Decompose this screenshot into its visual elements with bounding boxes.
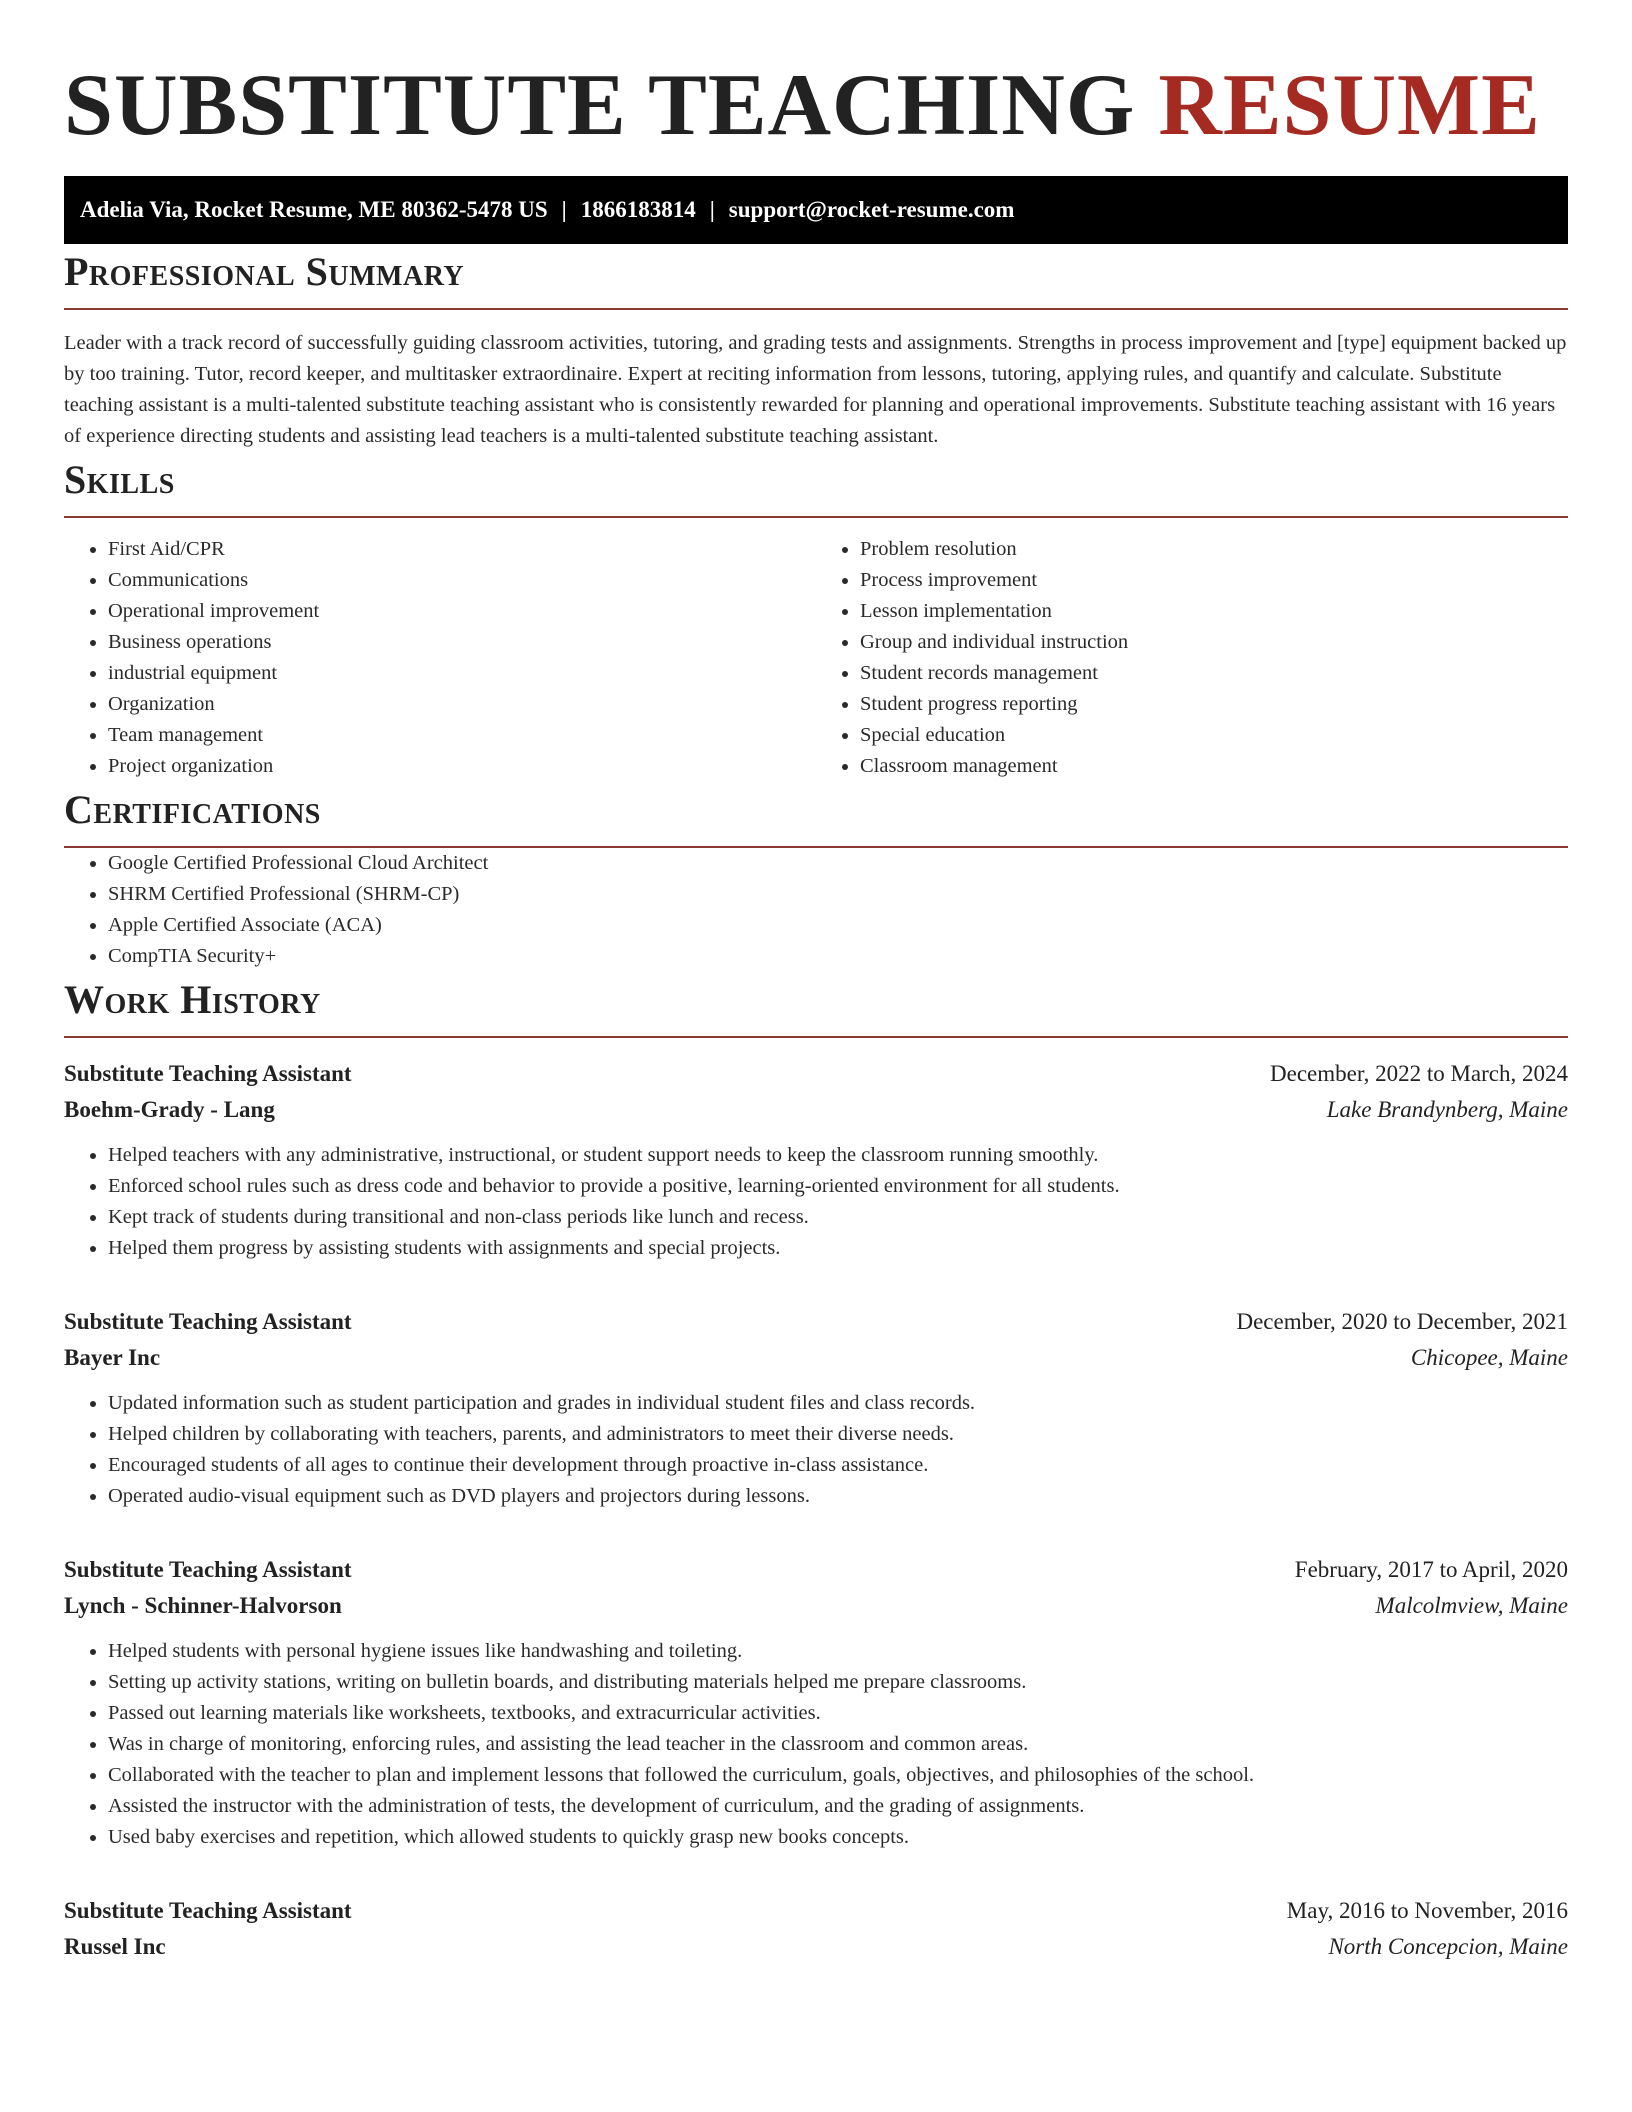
job-duties — [64, 1636, 1568, 1853]
job-duty: • Updated information such as student participation and grades in individual student files and class records. — [108, 1388, 1568, 1419]
job-duty: • Setting up activity stations, writing on bulletin boards, and distributing materials helped me prepare classrooms. — [108, 1667, 1568, 1698]
job-duty: • Helped students with personal hygiene issues like handwashing and toileting. — [108, 1636, 1568, 1667]
job-dates: May, 2016 to November, 2016 — [1286, 1898, 1568, 1923]
job-dates: February, 2017 to April, 2020 — [1294, 1557, 1568, 1582]
job-location: Malcolmview, Maine — [1375, 1593, 1568, 1618]
job-company: Russel Inc — [64, 1934, 166, 1959]
job-header-row — [64, 1552, 1568, 1588]
job-company-row — [64, 1340, 1568, 1376]
skill-item: • Special education — [860, 720, 1568, 751]
skill-item: • industrial equipment — [108, 658, 816, 689]
skills-list — [64, 534, 1568, 782]
job-entry — [64, 1056, 1568, 1264]
job-location: Lake Brandynberg, Maine — [1326, 1097, 1568, 1122]
skill-item: • Student records management — [860, 658, 1568, 689]
skill-item: • Project organization — [108, 751, 816, 782]
job-duty: • Helped them progress by assisting students with assignments and special projects. — [108, 1233, 1568, 1264]
job-duty: • Helped children by collaborating with teachers, parents, and administrators to meet their diverse needs. — [108, 1419, 1568, 1450]
job-duty: • Helped teachers with any administrative, instructional, or student support needs to keep the classroom running smoothly. — [108, 1140, 1568, 1171]
job-duty: • Encouraged students of all ages to continue their development through proactive in-class assistance. — [108, 1450, 1568, 1481]
job-entry — [64, 1552, 1568, 1853]
job-duty: • Passed out learning materials like worksheets, textbooks, and extracurricular activities. — [108, 1698, 1568, 1729]
title-accent: RESUME — [1158, 57, 1541, 154]
skill-item: • Business operations — [108, 627, 816, 658]
skill-item: • Student progress reporting — [860, 689, 1568, 720]
contact-email: support@rocket-resume.com — [728, 197, 1015, 222]
contact-separator: | — [561, 197, 567, 222]
job-title: Substitute Teaching Assistant — [64, 1061, 352, 1086]
job-duty: • Kept track of students during transitional and non-class periods like lunch and recess. — [108, 1202, 1568, 1233]
skill-item: • Classroom management — [860, 751, 1568, 782]
certification-item: • CompTIA Security+ — [108, 941, 1568, 972]
contact-address: Adelia Via, Rocket Resume, ME 80362-5478 US — [80, 197, 548, 222]
job-company-row — [64, 1092, 1568, 1128]
certification-item: • Google Certified Professional Cloud Architect — [108, 848, 1568, 879]
skill-item: • First Aid/CPR — [108, 534, 816, 565]
summary-text: Leader with a track record of successfully guiding classroom activities, tutoring, and grading tests and assignments. Strengths in process improvement and [type] equipment backed up by too training. Tutor, record keeper, and multitasker extraordinaire. Expert at reciting information from lessons, tutoring, applying rules, and quantify and calculate. Substitute teaching assistant is a multi-talented substitute teaching assistant who is consistently rewarded for planning and operational improvements. Substitute teaching assistant with 16 years of experience directing students and assisting lead teachers is a multi-talented substitute teaching assistant. — [64, 332, 1567, 447]
skill-item: • Team management — [108, 720, 816, 751]
job-duty: • Assisted the instructor with the administration of tests, the development of curriculum, and the grading of assignments. — [108, 1791, 1568, 1822]
contact-phone: 1866183814 — [580, 197, 696, 222]
work-history-heading: Work History — [64, 972, 1568, 1038]
job-entry — [64, 1304, 1568, 1512]
skills-heading: Skills — [64, 452, 1568, 518]
certifications-list — [64, 848, 1568, 972]
job-location: Chicopee, Maine — [1410, 1345, 1568, 1370]
job-company-row — [64, 1929, 1568, 1965]
job-duty: • Operated audio-visual equipment such as DVD players and projectors during lessons. — [108, 1481, 1568, 1512]
job-company: Lynch - Schinner-Halvorson — [64, 1593, 342, 1618]
job-header-row — [64, 1056, 1568, 1092]
skill-item: • Problem resolution — [860, 534, 1568, 565]
job-entry — [64, 1893, 1568, 1965]
job-company: Bayer Inc — [64, 1345, 161, 1370]
job-company: Boehm-Grady - Lang — [64, 1097, 275, 1122]
certification-item: • SHRM Certified Professional (SHRM-CP) — [108, 879, 1568, 910]
job-header-row — [64, 1893, 1568, 1929]
skill-item: • Lesson implementation — [860, 596, 1568, 627]
job-duty: • Was in charge of monitoring, enforcing rules, and assisting the lead teacher in the classroom and common areas. — [108, 1729, 1568, 1760]
resume-title — [64, 0, 1568, 154]
title-main: SUBSTITUTE TEACHING — [64, 57, 1136, 154]
skills-column-right — [816, 534, 1568, 782]
skill-item: • Operational improvement — [108, 596, 816, 627]
certifications-heading: Certifications — [64, 782, 1568, 848]
skills-column-left — [64, 534, 816, 782]
job-title: Substitute Teaching Assistant — [64, 1309, 352, 1334]
contact-separator: | — [709, 197, 715, 222]
job-duty: • Enforced school rules such as dress code and behavior to provide a positive, learning-oriented environment for all students. — [108, 1171, 1568, 1202]
skill-item: • Communications — [108, 565, 816, 596]
skill-item: • Process improvement — [860, 565, 1568, 596]
job-duties — [64, 1140, 1568, 1264]
summary-heading: Professional Summary — [64, 244, 1568, 310]
job-dates: December, 2022 to March, 2024 — [1270, 1061, 1568, 1086]
job-duties — [64, 1388, 1568, 1512]
job-title: Substitute Teaching Assistant — [64, 1557, 352, 1582]
job-dates: December, 2020 to December, 2021 — [1236, 1309, 1568, 1334]
job-duty: • Used baby exercises and repetition, which allowed students to quickly grasp new books concepts. — [108, 1822, 1568, 1853]
contact-bar — [64, 176, 1568, 244]
job-header-row — [64, 1304, 1568, 1340]
skill-item: • Organization — [108, 689, 816, 720]
job-duty: • Collaborated with the teacher to plan and implement lessons that followed the curriculum, goals, objectives, and philosophies of the school. — [108, 1760, 1568, 1791]
skill-item: • Group and individual instruction — [860, 627, 1568, 658]
certification-item: • Apple Certified Associate (ACA) — [108, 910, 1568, 941]
job-location: North Concepcion, Maine — [1328, 1934, 1568, 1959]
job-company-row — [64, 1588, 1568, 1624]
job-title: Substitute Teaching Assistant — [64, 1898, 352, 1923]
